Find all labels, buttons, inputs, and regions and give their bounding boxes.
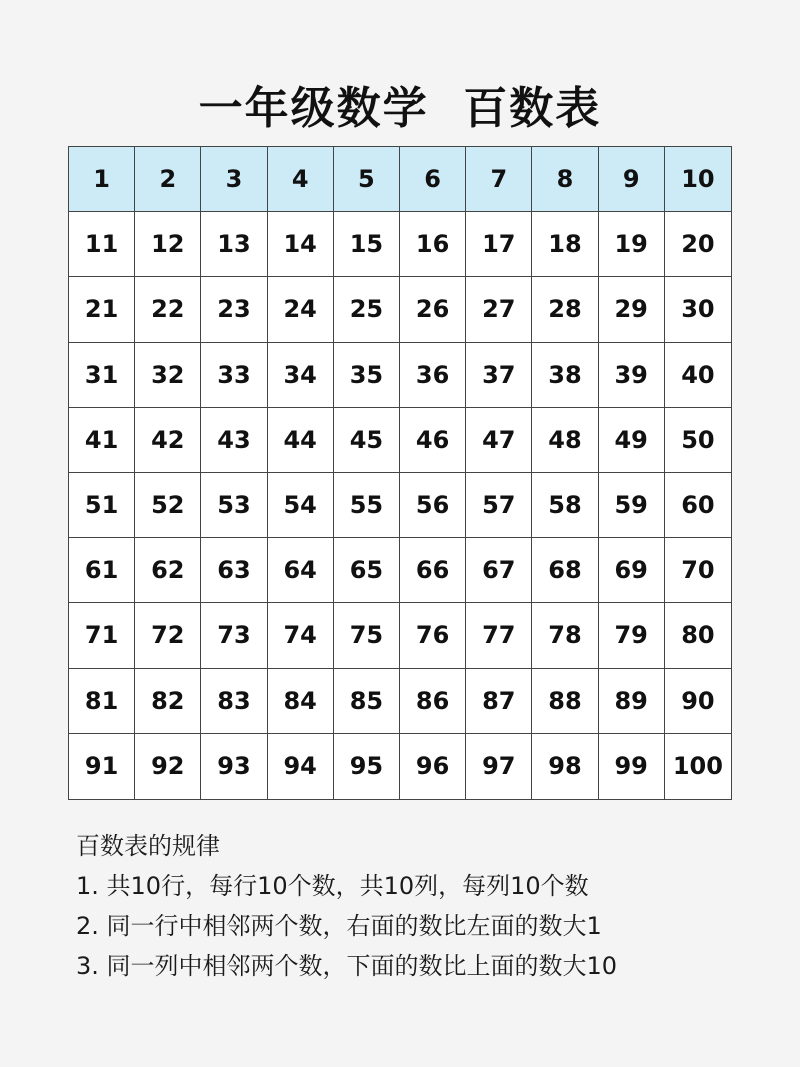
number-cell: 85 bbox=[334, 669, 400, 734]
number-cell: 35 bbox=[334, 343, 400, 408]
number-cell: 65 bbox=[334, 538, 400, 603]
number-cell: 97 bbox=[466, 734, 532, 799]
number-cell: 12 bbox=[135, 212, 201, 277]
number-cell: 52 bbox=[135, 473, 201, 538]
number-cell: 95 bbox=[334, 734, 400, 799]
number-cell: 55 bbox=[334, 473, 400, 538]
number-cell: 63 bbox=[201, 538, 267, 603]
number-cell: 21 bbox=[69, 277, 135, 342]
number-cell: 94 bbox=[268, 734, 334, 799]
number-cell: 33 bbox=[201, 343, 267, 408]
number-cell: 72 bbox=[135, 603, 201, 668]
number-cell: 86 bbox=[400, 669, 466, 734]
number-cell: 23 bbox=[201, 277, 267, 342]
rule-item-3: 3. 同一列中相邻两个数，下面的数比上面的数大10 bbox=[76, 952, 618, 980]
number-cell: 8 bbox=[532, 147, 598, 212]
number-cell: 25 bbox=[334, 277, 400, 342]
number-cell: 77 bbox=[466, 603, 532, 668]
number-cell: 59 bbox=[599, 473, 665, 538]
number-cell: 40 bbox=[665, 343, 731, 408]
number-cell: 61 bbox=[69, 538, 135, 603]
number-cell: 18 bbox=[532, 212, 598, 277]
number-cell: 62 bbox=[135, 538, 201, 603]
number-cell: 32 bbox=[135, 343, 201, 408]
number-cell: 67 bbox=[466, 538, 532, 603]
number-cell: 69 bbox=[599, 538, 665, 603]
number-cell: 42 bbox=[135, 408, 201, 473]
number-cell: 19 bbox=[599, 212, 665, 277]
number-cell: 73 bbox=[201, 603, 267, 668]
number-cell: 9 bbox=[599, 147, 665, 212]
number-cell: 13 bbox=[201, 212, 267, 277]
number-cell: 10 bbox=[665, 147, 731, 212]
number-cell: 24 bbox=[268, 277, 334, 342]
number-cell: 99 bbox=[599, 734, 665, 799]
number-cell: 2 bbox=[135, 147, 201, 212]
number-cell: 93 bbox=[201, 734, 267, 799]
number-cell: 79 bbox=[599, 603, 665, 668]
rules-heading: 百数表的规律 bbox=[76, 832, 220, 860]
number-cell: 4 bbox=[268, 147, 334, 212]
number-cell: 66 bbox=[400, 538, 466, 603]
number-cell: 17 bbox=[466, 212, 532, 277]
number-cell: 26 bbox=[400, 277, 466, 342]
number-cell: 3 bbox=[201, 147, 267, 212]
number-cell: 34 bbox=[268, 343, 334, 408]
number-cell: 91 bbox=[69, 734, 135, 799]
number-cell: 81 bbox=[69, 669, 135, 734]
number-cell: 29 bbox=[599, 277, 665, 342]
number-cell: 6 bbox=[400, 147, 466, 212]
number-cell: 90 bbox=[665, 669, 731, 734]
hundred-chart-table bbox=[68, 146, 732, 800]
rule-item-1: 1. 共10行，每行10个数，共10列，每列10个数 bbox=[76, 872, 589, 900]
number-cell: 74 bbox=[268, 603, 334, 668]
number-cell: 14 bbox=[268, 212, 334, 277]
rules-section bbox=[76, 826, 617, 986]
number-cell: 39 bbox=[599, 343, 665, 408]
number-cell: 46 bbox=[400, 408, 466, 473]
number-cell: 30 bbox=[665, 277, 731, 342]
number-cell: 36 bbox=[400, 343, 466, 408]
number-cell: 76 bbox=[400, 603, 466, 668]
rule-item-2: 2. 同一行中相邻两个数，右面的数比左面的数大1 bbox=[76, 912, 602, 940]
number-cell: 64 bbox=[268, 538, 334, 603]
number-cell: 15 bbox=[334, 212, 400, 277]
number-cell: 41 bbox=[69, 408, 135, 473]
number-cell: 5 bbox=[334, 147, 400, 212]
number-cell: 27 bbox=[466, 277, 532, 342]
number-cell: 44 bbox=[268, 408, 334, 473]
number-cell: 49 bbox=[599, 408, 665, 473]
number-cell: 16 bbox=[400, 212, 466, 277]
number-cell: 70 bbox=[665, 538, 731, 603]
number-cell: 37 bbox=[466, 343, 532, 408]
number-cell: 89 bbox=[599, 669, 665, 734]
number-cell: 47 bbox=[466, 408, 532, 473]
number-cell: 7 bbox=[466, 147, 532, 212]
number-cell: 75 bbox=[334, 603, 400, 668]
number-cell: 1 bbox=[69, 147, 135, 212]
number-cell: 87 bbox=[466, 669, 532, 734]
number-cell: 31 bbox=[69, 343, 135, 408]
number-cell: 11 bbox=[69, 212, 135, 277]
number-cell: 51 bbox=[69, 473, 135, 538]
number-cell: 45 bbox=[334, 408, 400, 473]
number-cell: 53 bbox=[201, 473, 267, 538]
number-cell: 84 bbox=[268, 669, 334, 734]
number-cell: 83 bbox=[201, 669, 267, 734]
number-cell: 80 bbox=[665, 603, 731, 668]
number-cell: 38 bbox=[532, 343, 598, 408]
number-cell: 71 bbox=[69, 603, 135, 668]
number-cell: 92 bbox=[135, 734, 201, 799]
number-cell: 20 bbox=[665, 212, 731, 277]
number-cell: 58 bbox=[532, 473, 598, 538]
page-title: 一年级数学 百数表 bbox=[198, 83, 602, 134]
number-cell: 98 bbox=[532, 734, 598, 799]
number-cell: 57 bbox=[466, 473, 532, 538]
number-cell: 100 bbox=[665, 734, 731, 799]
number-cell: 78 bbox=[532, 603, 598, 668]
number-cell: 82 bbox=[135, 669, 201, 734]
number-cell: 60 bbox=[665, 473, 731, 538]
number-cell: 43 bbox=[201, 408, 267, 473]
number-cell: 48 bbox=[532, 408, 598, 473]
number-cell: 54 bbox=[268, 473, 334, 538]
number-cell: 68 bbox=[532, 538, 598, 603]
number-cell: 50 bbox=[665, 408, 731, 473]
number-cell: 88 bbox=[532, 669, 598, 734]
number-cell: 56 bbox=[400, 473, 466, 538]
number-cell: 96 bbox=[400, 734, 466, 799]
number-cell: 22 bbox=[135, 277, 201, 342]
number-cell: 28 bbox=[532, 277, 598, 342]
